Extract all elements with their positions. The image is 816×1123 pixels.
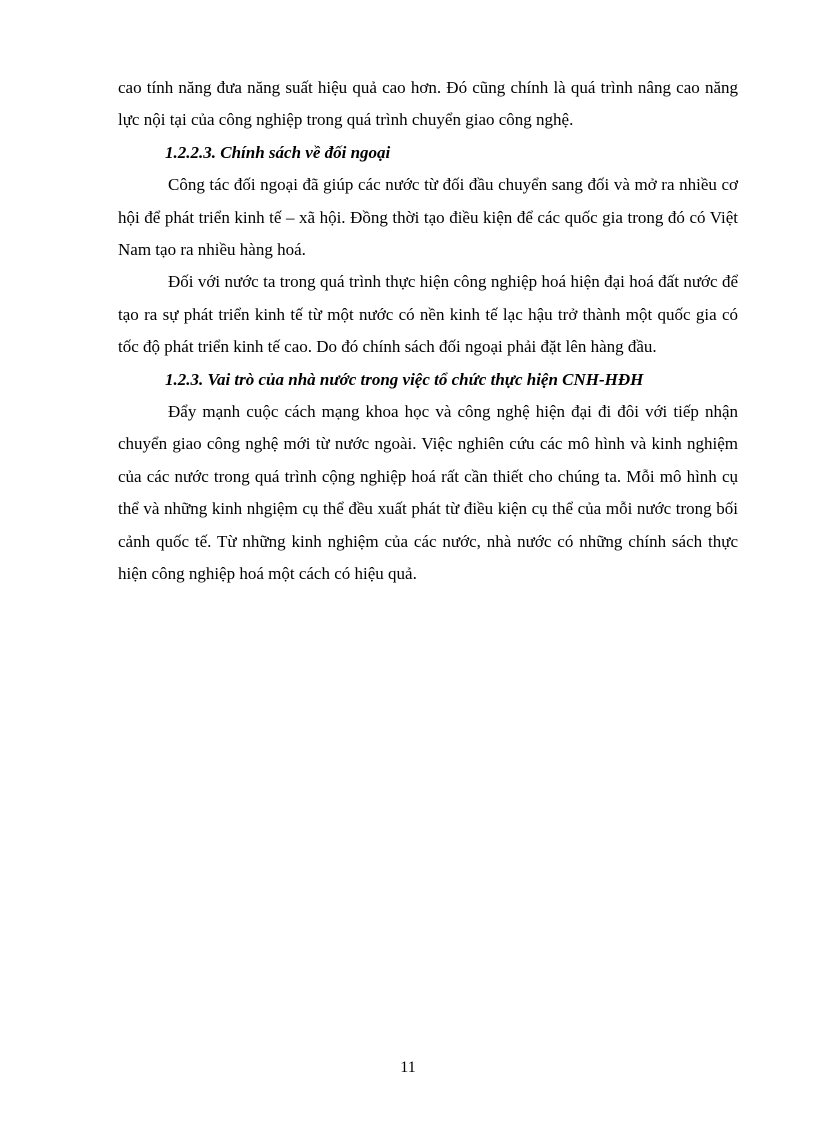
section-heading-state-role: 1.2.3. Vai trò của nhà nước trong việc tổ chức thực hiện CNH-HĐH xyxy=(165,369,644,389)
paragraph-technology: Đẩy mạnh cuộc cách mạng khoa học và công nghệ hiện đại đi đôi với tiếp nhận chuyển giao công nghệ mới từ nước ngoài. Việc nghiên cứu các mô hình và kinh nghiệm của các nước trong quá trình cộng nghiệp hoá rất cần thiết cho chúng ta. Mỗi mô hình cụ thể và những kinh nhgiệm cụ thể đều xuất phát từ điều kiện cụ thể của mỗi nước trong bối cảnh quốc tế. Từ những kinh nghiệm của các nước, nhà nước có những chính sách thực hiện công nghiệp hoá một cách có hiệu quả. xyxy=(118,402,738,584)
paragraph-continued: cao tính năng đưa năng suất hiệu quả cao hơn. Đó cũng chính là quá trình nâng cao năng lực nội tại của công nghiệp trong quá trình chuyển giao công nghệ. xyxy=(118,78,738,130)
section-heading-foreign-policy: 1.2.2.3. Chính sách về đối ngoại xyxy=(165,142,391,162)
page-number: 11 xyxy=(400,1059,416,1076)
paragraph-foreign-affairs: Công tác đối ngoại đã giúp các nước từ đối đầu chuyển sang đối và mở ra nhiều cơ hội để phát triển kinh tế – xã hội. Đồng thời tạo điều kiện để các quốc gia trong đó có Việt Nam tạo ra nhiều hàng hoá. xyxy=(118,175,738,260)
page-body xyxy=(118,72,738,591)
paragraph-industrialization: Đối với nước ta trong quá trình thực hiện công nghiệp hoá hiện đại hoá đất nước để tạo ra sự phát triển kinh tế từ một nước có nền kinh tế lạc hậu trở thành một quốc gia có tốc độ phát triển kinh tế cao. Do đó chính sách đối ngoại phải đặt lên hàng đầu. xyxy=(118,272,738,357)
